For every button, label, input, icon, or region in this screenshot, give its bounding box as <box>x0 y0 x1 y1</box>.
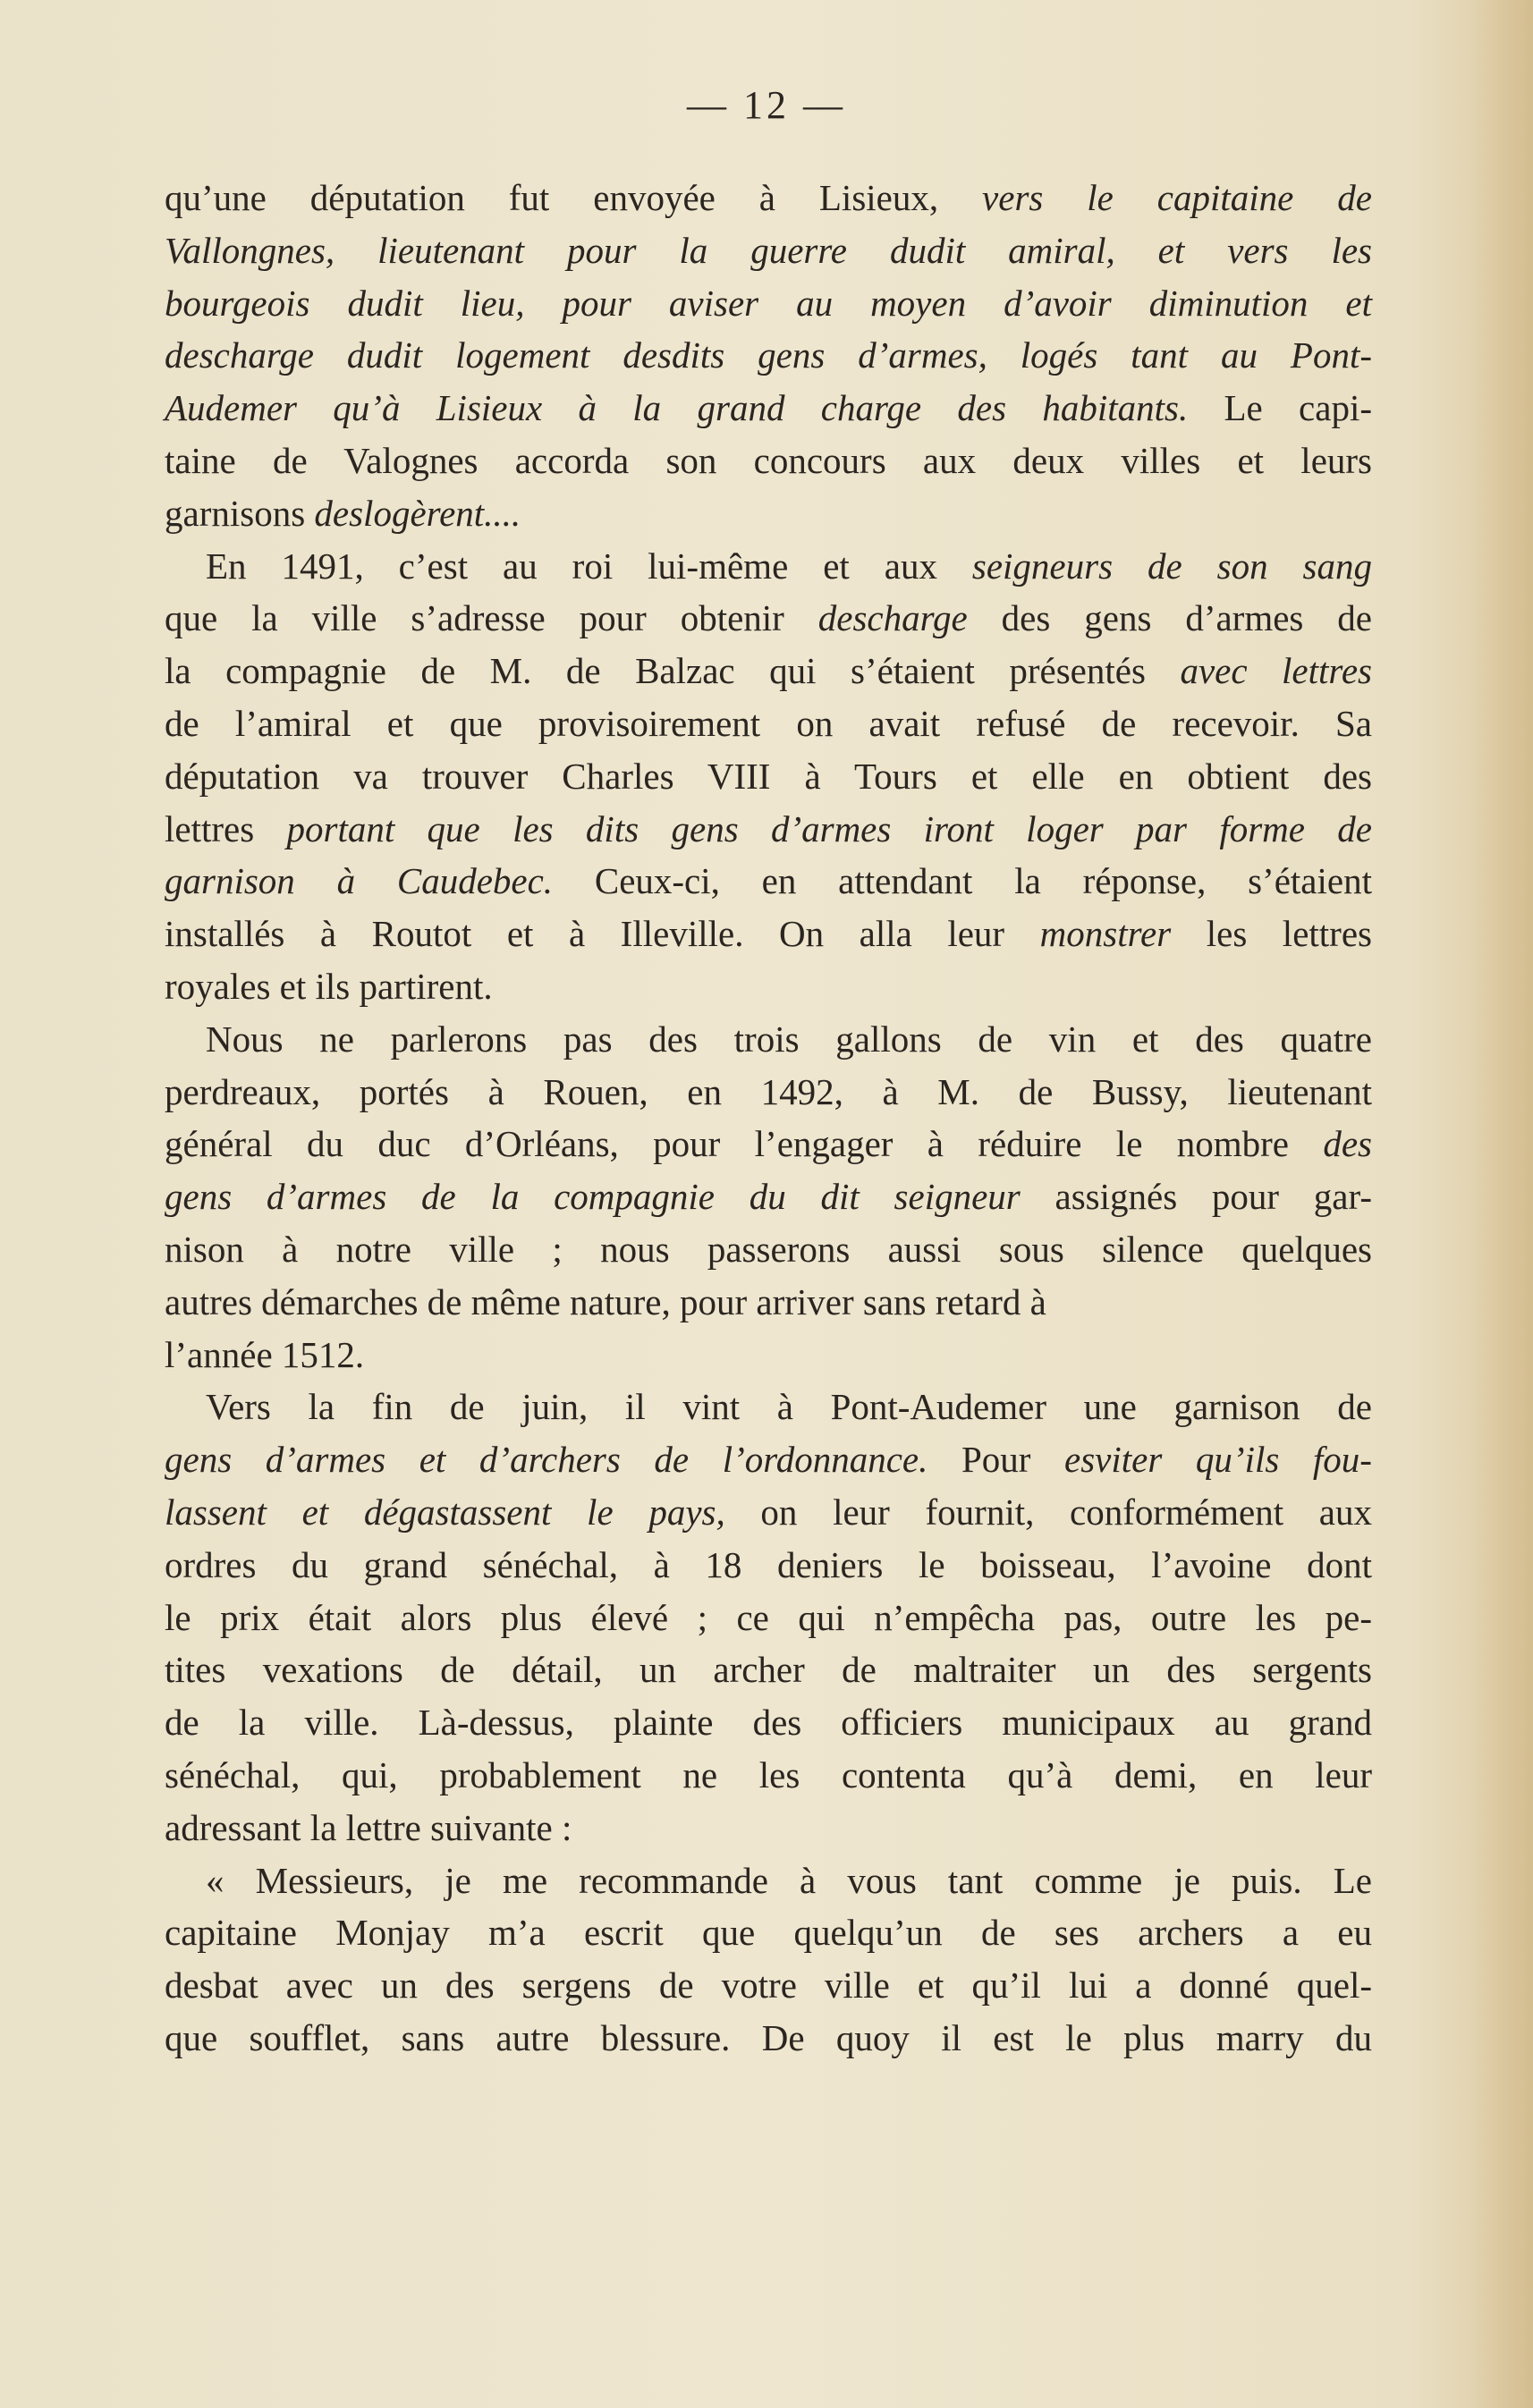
text-line <box>165 1696 1372 1749</box>
text-run: En 1491, c’est au roi lui-même et aux <box>206 545 972 587</box>
text-run: Vers la fin de juin, il vint à Pont-Audemer une garnison de <box>206 1386 1372 1428</box>
text-run: sénéchal, qui, probablement ne les contenta qu’à demi, en leur <box>165 1753 1372 1795</box>
text-line <box>165 1906 1372 1959</box>
text-line <box>165 382 1372 435</box>
italic-text: garnison à Caudebec. <box>165 860 554 902</box>
text-run: adressant la lettre suivante : <box>165 1806 572 1848</box>
text-run: « Messieurs, je me recommande à vous tant comme je puis. Le <box>206 1859 1372 1901</box>
text-run: assignés pour gar- <box>1020 1176 1372 1218</box>
italic-text: gens d’armes et d’archers de l’ordonnance. <box>165 1439 928 1481</box>
text-run: taine de Valognes accorda son concours aux deux villes et leurs <box>165 439 1372 481</box>
text-line <box>165 645 1372 697</box>
italic-text: deslogèrent.... <box>314 492 521 534</box>
text-run: ordres du grand sénéchal, à 18 deniers le boisseau, l’avoine dont <box>165 1543 1372 1585</box>
italic-text: avec lettres <box>1180 650 1372 692</box>
text-run: nison à notre ville ; nous passerons aussi sous silence quelques <box>165 1228 1372 1270</box>
text-line <box>165 1013 1372 1066</box>
italic-text: bourgeois dudit lieu, pour aviser au moyen d’avoir diminution et <box>165 282 1372 324</box>
text-line <box>165 803 1372 856</box>
text-run: de l’amiral et que provisoirement on avait refusé de recevoir. Sa <box>165 702 1372 744</box>
text-run: installés à Routot et à Illeville. On alla leur <box>165 913 1040 955</box>
text-run: Pour <box>927 1439 1065 1481</box>
text-line <box>165 1855 1372 1907</box>
text-run: royales et ils partirent. <box>165 965 493 1007</box>
text-line <box>165 1592 1372 1644</box>
text-line <box>165 697 1372 750</box>
text-line <box>165 277 1372 330</box>
italic-text: des <box>1323 1123 1372 1165</box>
text-line <box>165 908 1372 960</box>
text-line <box>165 750 1372 803</box>
text-line <box>165 1170 1372 1223</box>
text-run: perdreaux, portés à Rouen, en 1492, à M. de Bussy, lieutenant <box>165 1070 1372 1112</box>
text-line <box>165 1486 1372 1539</box>
page-edge-shadow <box>1470 0 1533 2408</box>
text-line <box>165 1118 1372 1170</box>
text-run: garnisons <box>165 492 315 534</box>
text-run: de la ville. Là-dessus, plainte des officiers municipaux au grand <box>165 1702 1372 1744</box>
text-run: qu’une députation fut envoyée à Lisieux, <box>165 177 983 218</box>
text-run: autres démarches de même nature, pour arriver sans retard à <box>165 1280 1046 1322</box>
text-line <box>165 1959 1372 2012</box>
text-line <box>165 1381 1372 1433</box>
text-run: la compagnie de M. de Balzac qui s’étaient présentés <box>165 650 1181 692</box>
text-line <box>165 855 1372 908</box>
text-run: général du duc d’Orléans, pour l’engager à réduire le nombre <box>165 1123 1324 1165</box>
text-run: Nous ne parlerons pas des trois gallons de vin et des quatre <box>206 1018 1372 1060</box>
text-line <box>165 1223 1372 1276</box>
italic-text: descharge dudit logement desdits gens d’armes, logés tant au Pont- <box>165 334 1372 376</box>
text-line <box>165 1749 1372 1802</box>
italic-text: gens d’armes de la compagnie du dit seigneur <box>165 1176 1021 1218</box>
text-line <box>165 2012 1372 2065</box>
body-text <box>165 172 1372 2065</box>
italic-text: monstrer <box>1039 913 1172 955</box>
text-line <box>165 1802 1372 1855</box>
page-number: — 12 — <box>687 83 846 127</box>
text-line <box>165 1066 1372 1119</box>
italic-text: descharge <box>817 597 968 639</box>
italic-text: vers le capitaine de <box>982 177 1372 218</box>
text-run: capitaine Monjay m’a escrit que quelqu’un de ses archers a eu <box>165 1912 1372 1954</box>
text-line <box>165 487 1372 540</box>
text-run: Ceux-ci, en attendant la réponse, s’étaient <box>553 860 1372 902</box>
text-line <box>165 224 1372 277</box>
text-line <box>165 540 1372 593</box>
text-run: Le capi- <box>1188 387 1372 429</box>
text-line <box>165 592 1372 645</box>
italic-text: Vallongnes, lieutenant pour la guerre dudit amiral, et vers les <box>165 229 1372 271</box>
italic-text: portant que les dits gens d’armes iront loger par forme de <box>286 807 1372 849</box>
text-line <box>165 1643 1372 1696</box>
text-run: l’année 1512. <box>165 1333 365 1375</box>
text-run: des gens d’armes de <box>967 597 1372 639</box>
text-run: que soufflet, sans autre blessure. De quoy il est le plus marry du <box>165 2016 1372 2058</box>
text-line <box>165 1329 1372 1381</box>
text-line <box>165 1539 1372 1592</box>
text-line <box>165 1276 1372 1329</box>
text-run: on leur fournit, conformément aux <box>724 1491 1372 1533</box>
italic-text: esviter qu’ils fou- <box>1064 1439 1372 1481</box>
text-line <box>165 435 1372 487</box>
text-line <box>165 1433 1372 1486</box>
italic-text: lassent et dégastassent le pays, <box>165 1491 725 1533</box>
text-line <box>165 329 1372 382</box>
text-run: les lettres <box>1171 913 1372 955</box>
text-run: tites vexations de détail, un archer de maltraiter un des sergents <box>165 1649 1372 1691</box>
text-run: le prix était alors plus élevé ; ce qui n’empêcha pas, outre les pe- <box>165 1596 1372 1638</box>
text-run: que la ville s’adresse pour obtenir <box>165 597 818 639</box>
text-line <box>165 172 1372 224</box>
italic-text: seigneurs de son sang <box>971 545 1372 587</box>
text-run: députation va trouver Charles VIII à Tours et elle en obtient des <box>165 755 1372 797</box>
text-run: desbat avec un des sergens de votre ville et qu’il lui a donné quel- <box>165 1964 1372 2007</box>
text-line <box>165 960 1372 1013</box>
text-run: lettres <box>165 807 287 849</box>
italic-text: Audemer qu’à Lisieux à la grand charge des habitants. <box>165 387 1189 429</box>
